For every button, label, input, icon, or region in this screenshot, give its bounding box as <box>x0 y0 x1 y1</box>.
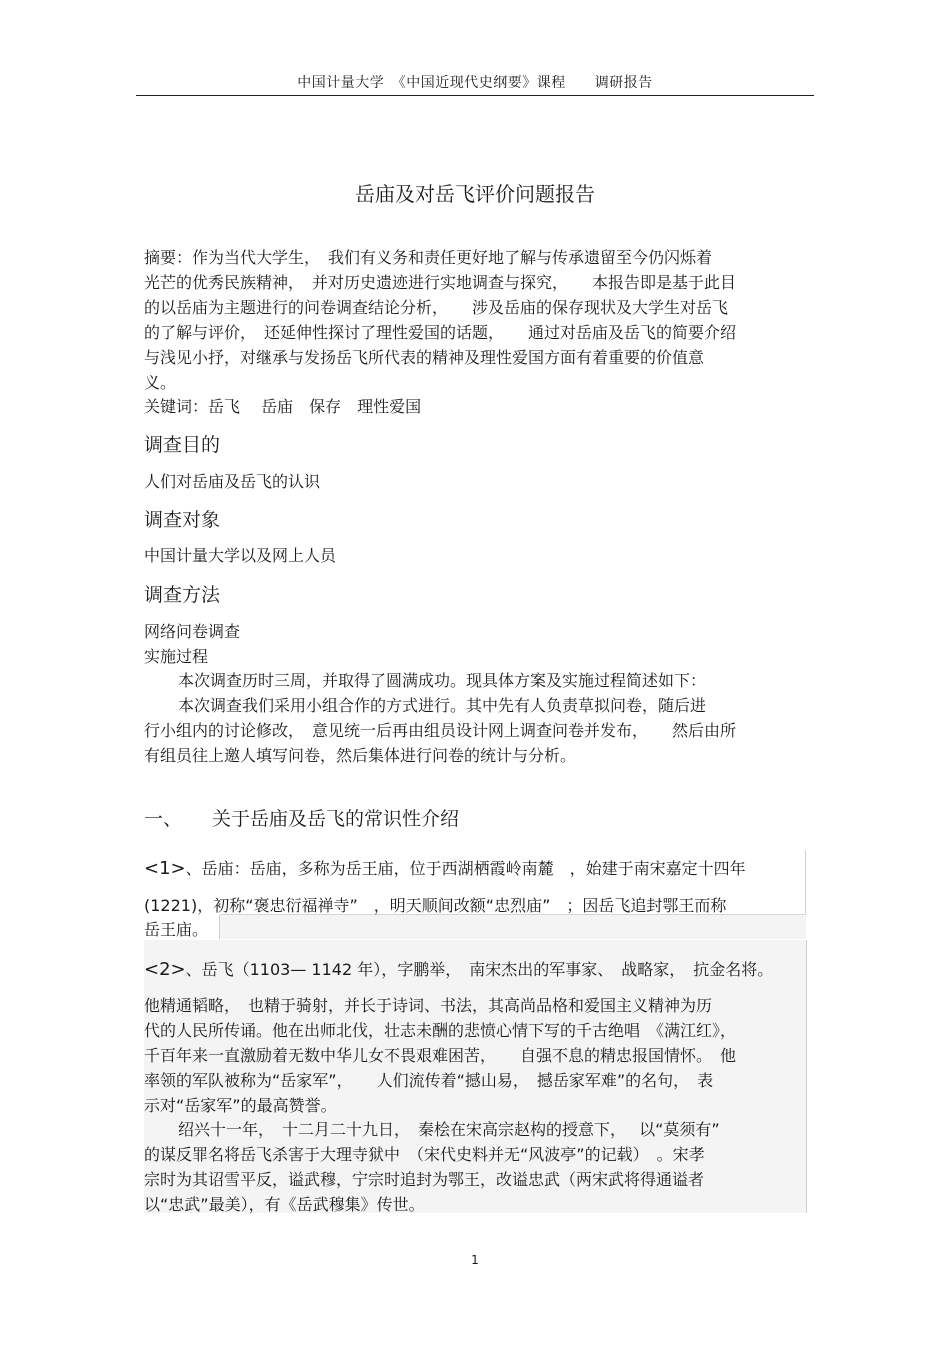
item1-label: <1> <box>144 858 186 879</box>
item2-line: 的谋反罪名将岳飞杀害于大理寺狱中 （宋代史料并无“风波亭”的记载） 。宋孝 <box>144 1145 705 1164</box>
item2-line: 绍兴十一年， 十二月二十九日， 秦桧在宋高宗赵构的授意下， 以“莫须有” <box>178 1120 720 1139</box>
shaded-cell <box>220 915 806 939</box>
process-line: 有组员往上邀人填写问卷，然后集体进行问卷的统计与分析。 <box>144 746 577 765</box>
item1-line: <1>、岳庙：岳庙，多称为岳王庙，位于西湖栖霞岭南麓 ，始建于南宋嘉定十四年 <box>144 858 746 879</box>
abstract-line: 义。 <box>144 373 177 392</box>
abstract-line: 的以岳庙为主题进行的问卷调查结论分析， 涉及岳庙的保存现状及大学生对岳飞 <box>144 298 729 317</box>
item2-line: 千百年来一直激励着无数中华儿女不畏艰难困苦， 自强不息的精忠报国情怀。 他 <box>144 1046 737 1065</box>
part-one-heading <box>144 804 459 831</box>
abstract-line: 的了解与评价， 还延伸性探讨了理性爱国的话题， 通过对岳庙及岳飞的简要介绍 <box>144 323 737 342</box>
abstract-line: 与浅见小抒，对继承与发扬岳飞所代表的精神及理性爱国方面有着重要的价值意 <box>144 348 705 367</box>
section-heading-subject: 调查对象 <box>144 509 221 531</box>
item2-line: 率领的军队被称为“岳家军”， 人们流传着“撼山易， 撼岳家军难”的名句， 表 <box>144 1071 714 1090</box>
process-line: 本次调查我们采用小组合作的方式进行。其中先有人负责草拟问卷，随后进 <box>178 696 707 715</box>
item1-line: (1221)，初称“褒忠衍福禅寺” ，明天顺间改额“忠烈庙” ；因岳飞追封鄂王而称 <box>144 896 727 915</box>
abstract-line: 光芒的优秀民族精神， 并对历史遗迹进行实地调查与探究， 本报告即是基于此目 <box>144 273 737 292</box>
part-one-number: 一、 <box>144 808 183 830</box>
cell-border <box>806 940 807 1213</box>
process-label: 实施过程 <box>144 647 209 666</box>
abstract-line: 摘要：作为当代大学生， 我们有义务和责任更好地了解与传承遗留至今仍闪烁着 <box>144 248 713 267</box>
section-heading-method: 调查方法 <box>144 584 221 606</box>
header-rule <box>136 95 814 96</box>
item2-line: 示对“岳家军”的最高赞誉。 <box>144 1096 337 1115</box>
item2-line: <2>、岳飞（1103— 1142 年），字鹏举， 南宋杰出的军事家、 战略家， 抗金名将。 <box>144 959 774 980</box>
report-title: 岳庙及对岳飞评价问题报告 <box>355 182 595 206</box>
process-line: 行小组内的讨论修改， 意见统一后再由组员设计网上调查问卷并发布， 然后由所 <box>144 721 737 740</box>
item2-line: 宗时为其诏雪平反，谥武穆，宁宗时追封为鄂王，改谥忠武（两宋武将得通谥者 <box>144 1170 705 1189</box>
purpose-text: 人们对岳庙及岳飞的认识 <box>144 472 321 491</box>
method-text: 网络问卷调查 <box>144 622 241 641</box>
cell-border <box>219 915 220 939</box>
item2-line: 以“忠武”最美），有《岳武穆集》传世。 <box>144 1195 425 1214</box>
keywords: 关键词：岳飞 岳庙 保存 理性爱国 <box>144 397 422 416</box>
section-heading-purpose: 调查目的 <box>144 434 221 456</box>
page-number: 1 <box>471 1253 479 1267</box>
cell-border <box>805 850 806 914</box>
running-header: 中国计量大学 《中国近现代史纲要》课程 调研报告 <box>297 75 653 91</box>
item1-line: 岳王庙。 <box>144 920 209 939</box>
subject-text: 中国计量大学以及网上人员 <box>144 546 337 565</box>
part-one-title: 关于岳庙及岳飞的常识性介绍 <box>212 808 460 830</box>
item2-label: <2> <box>144 959 186 980</box>
process-line: 本次调查历时三周，并取得了圆满成功。现具体方案及实施过程简述如下： <box>178 671 707 690</box>
item2-line: 代的人民所传诵。他在出师北伐，壮志未酬的悲愤心情下写的千古绝唱 《满江红》， <box>144 1021 737 1040</box>
item2-line: 他精通韬略， 也精于骑射，并长于诗词、书法，其高尚品格和爱国主义精神为历 <box>144 996 713 1015</box>
